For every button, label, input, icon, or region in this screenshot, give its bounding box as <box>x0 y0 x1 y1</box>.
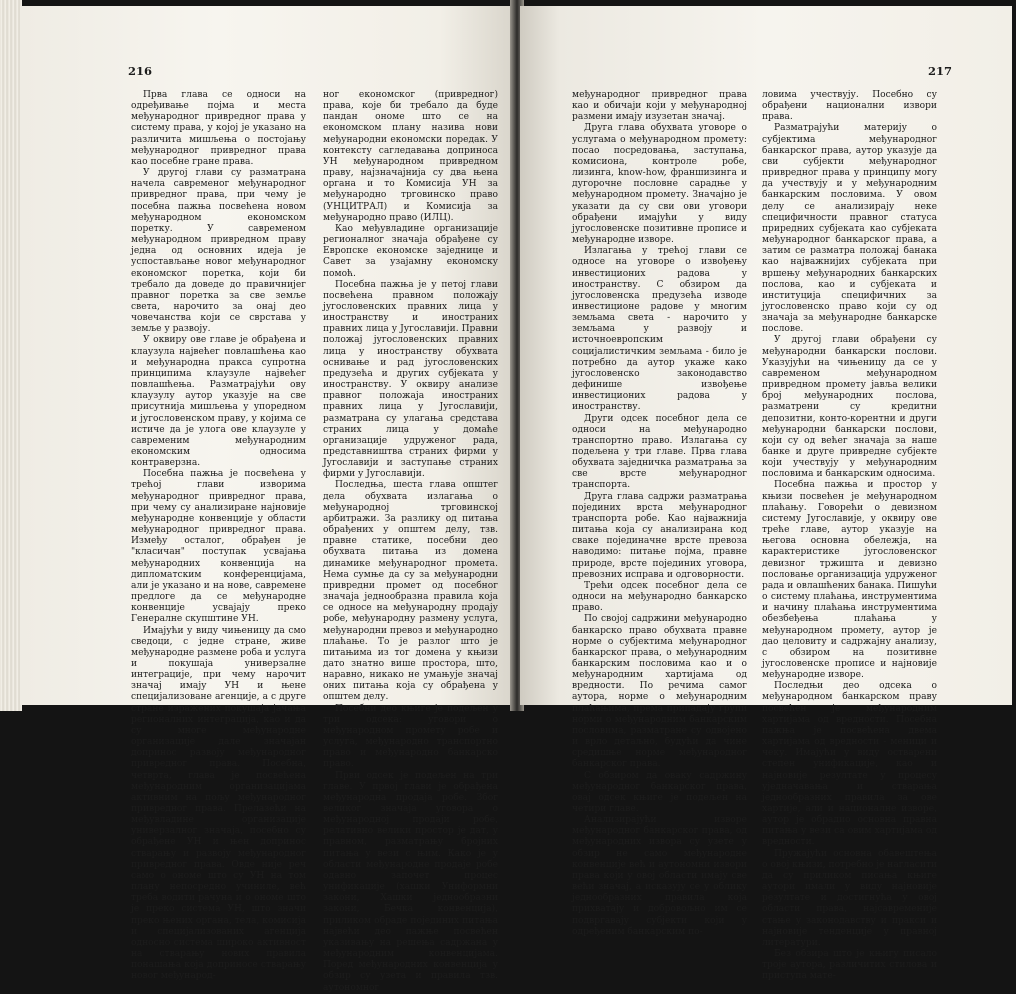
paragraph: С обзиром да оваку садржину међународног банкарског права, овај одсек књиге је подељен на четири главе. <box>572 770 747 814</box>
right-page-column-1 <box>572 90 747 937</box>
paragraph: По својој садржини међународно банкарско право обухвата правне норме о субјектима међународног банкарског права, о међународним банкарским пословима као и о међународним хартијама од вредности. По речима самог аутора, норме о међународним плаћањима, према припадају групи норми о међународним банкарским пословима, разматране су одвојено и врло детаљно, будући да чине средишње норме међународног банкарског права. <box>572 614 747 770</box>
paragraph: Други одсек посебног дела се односи на међународно транспортно право. Излагања су подељена у три главе. Прва глава обухвата заједничка разматрања за све врсте међународног транспорта. <box>572 413 747 491</box>
paragraph: ног економског (привредног) права, које би требало да буде пандан ономе што се на економском плану назива нови међународни економски поредак. У контексту сагледавања доприноса УН међународном привредном праву, најзначајнија су два њена органа и то Комисија УН за међународно трговинско право (УНЦИТРАЛ) и Комисија за међународно право (ИЛЦ). <box>323 90 498 223</box>
paragraph: Излагања у трећој глави се односе на уговоре о извођењу инвестиционих радова у иностранству. С обзиром да југословенска предузећа изводе инвестиционе радове у многим земљама света - нарочито у земљама у развоју и источноевропским социјалистичким земљама - било је потребно да аутор укаже како југословенско законодавство дефинише извођење инвестиционих радова у иностранству. <box>572 246 747 413</box>
paragraph: У другој глави су разматрана начела савременог међународног привредног права, при чему је посебна пажња посвећена новом међународном економском поретку. У савременом међународном привредном праву једна од основних идеја је успостављање новог међународног економског поретка, који би требало да доведе до правичнијег правног поретка за све земље света, нарочито за онај део човечанства који се сврстава у земље у развоју. <box>131 168 306 335</box>
paragraph: Анализирајући изворе међународног банкарског права, од међународних извора су узете у обзир не само међународне конвенције већ и аутономни извори права који у овој области имају све већи значај, а исказују се у облику једнообразних правила која прихватају и добровољно им се подвргавају субјекти који у одређеним банкарским по- <box>572 815 747 937</box>
paragraph: Пружајући основна обавештења о овој књизи, потребно је нагласити да су приликом писања књиге аутори имали у виду најновије резултате и достигнућа у овој области права, најсавременије стање у законодавству и пракси и најновије тенденције у правној литератури. <box>762 848 937 948</box>
paragraph: Посебна пажња и простор у књизи посвећен је међународном плаћању. Говорећи о девизном систему Југославије, у оквиру ове треће главе, аутор указује на његова основна обележја, на карактеристике југословенског девизног тржишта и девизно пословање организација удруженог рада и овлашћених банака. Пишући о систему плаћања, инструментима и начину плаћања инструментима обезбеђења плаћања у међународном промету, аутор је дао целовиту и садржајну анализу, с обзиром на позитивне југословенске прописе и најновије међународне изворе. <box>762 480 937 681</box>
paragraph: ловима учествују. Посебно су обрађени национални извори права. <box>762 90 937 123</box>
paragraph: Трећи одсек посебног дела се односи на међународно банкарско право. <box>572 580 747 614</box>
left-page-column-1 <box>131 90 306 982</box>
paragraph: Посебна пажња је посвећена у трећој глави изворима међународног привредног права, при чему су анализиране најновије међународне конвенције у области међународног привредног права. Између осталог, обрађен је "класичан" поступак усвајања међународних конвенција на дипломатским конференцијама, али је указано и на нове, савремене предлоге да се међународне конвенције усвајају преко Генералне скупштине УН. <box>131 469 306 625</box>
right-page <box>520 6 1012 982</box>
paragraph: Имајући у виду чињеницу да смо сведоци, с једне стране, живе међународне размене роба и услуга и покушаја универзалне интеграције, при чему нарочит значај имају УН и њене специјализоване агенције, а с друге стране изражених покушаја јачања регионалних интеграција, као и да су многе међународне организације дале значајан допринос развоју међународног привредног права. Посебна, четврта, глава је посвећена међународним организацијама активним на пољу међународног привредног права. Прелазећи на међувладине организације универзалног значаја, посебно су обрађене УН и њен допринос стварању и развоју међународног привредног права. Овде није реч само о ономе што су УН на том плану непосредно учиниле, већ треба водити рачуна и о ономе што је преко система УН, што значи преко њених органа, тела, комисија и специјализованих агенција односно система широко активност на стварању нових правила понашања која доприносе стварању новог међународ- <box>131 625 306 982</box>
paragraph: Разматрајући материју о субјектима међународног банкарског права, аутор указује да сви субјекти међународног привредног права у принципу могу да учествују и у међународним банкарским пословима. У овом делу се анализирају неке специфичности правног статуса приредних субјеката као субјеката међународног банкарског права, а затим се разматра положај банака као најважнијих субјеката при вршењу међународних банкарских послова, као и субјеката и институција специфичних за југословенско право који су од значаја за међународне банкарске послове. <box>762 123 937 335</box>
right-page-column-2 <box>762 90 937 982</box>
paragraph: У оквиру ове главе је обрађена и клаузула највећег повлашћења као и међународна пракса супротна принципима клаузуле највећег повлашћења. Разматрајући ову клаузулу аутор указује на све присутнија мишљења у упоредном и југословенском праву, у којима се истиче да је улога ове клаузуле у савременим међународним економским односима контраверзна. <box>131 335 306 469</box>
paragraph: Без обзира што је књигу писало троје аутора, различитих стилова и приступа мате- <box>762 949 937 982</box>
paragraph: Као међувладине организације регионалног значаја обрађене су Европске економске заједнице и Савет за узајамну економску помоћ. <box>323 223 498 279</box>
right-page-number: 217 <box>927 64 952 78</box>
paragraph: Први одсек је подељен на три главе. У првој глави је обрађена међународна продаја робе. Због великог значаја уговора о међународној продаји робе, релативно велики простор је дат, у правном, разматрању бројних питања у вези с њим. Како је у области међународне продаје робе одавно започет процес унификације (хашки Униформни закони, Хашки једнообразни закони, Бечка конвенција), приликом обраде појединих питања највећи део пажње посвећен указивању на решења садржана у међународним конвенцијама. Поред међународних конвенција у обзир су узета и правила тзв. аутономног <box>323 770 498 993</box>
paragraph: међународног привредног права као и обичаји који у међународној размени имају изузетан значај. <box>572 90 747 123</box>
paragraph: Друга глава обухвата уговоре о услугама о међународном промету: посао посредовања, заступања, комисиона, контроле робе, лизинга, know-how, франшизинга и дугорочне пословне сарадње у међународном промету. Значајно је указати да су сви ови уговори обрађени имајући у виду југословенске позитивне прописе и међународне изворе. <box>572 123 747 246</box>
paragraph: Последњи део одсека о међународном банкарском праву посвећен је међународним хартијама од вредности. Посебна пажња је посвећена двема хартијама од вредности - меници и чеку. Имајући у виду остварени степен унификације, као и најновије резултате у процесу уједначавања и стварања једнообразних правила за ове хартије, али и националне изворе, аутор је обрадио основна правна питања у вези са овим хартијама од вредности. <box>762 681 937 848</box>
left-page-number: 216 <box>128 64 153 78</box>
paragraph: Посебни део књиге је подељен у три одсека: уговори о међународном промету робе и услуга, међународно транспортно право и међународно банкарско право. <box>323 703 498 770</box>
paragraph: У другој глави обрађени су међународни банкарски послови. Указујући на чињеницу да се у савременом међународном привредном промету јавља велики број међународних послова, разматрени су кредитни депозитни, конто-корентни и други међународни банкарски послови, који су од већег значаја за наше банке и друге привредне субјекте који учествују у међународним пословима и банкарским односима. <box>762 335 937 480</box>
left-page-column-2 <box>323 90 498 993</box>
paragraph: Посебна пажња је у петој глави посвећена правном положају југословенских правних лица у иностранству и иностраних правних лица у Југославији. Правни положај југословенских правних лица у иностранству обухвата оснивање и рад југословенских предузећа и других субјеката у иностранству. У оквиру анализе правног положаја иностраних правних лица у Југославији, разматрана су улагања средстава страних лица у домаће организације удруженог рада, представништва страних фирми у Југославији и заступање страних фирми у Југославији. <box>323 279 498 480</box>
left-page <box>20 6 514 993</box>
paragraph: Последња, шеста глава општег дела обухвата излагања о међународној трговинској арбитражи. За разлику од питања обрађених у општем делу, тзв. правне статике, посебни део обухвата питања из домена динамике међународног промета. Нема сумње да су за међународни привредни промет од посебног значаја једнообразна правила која се односе на међународну продају робе, међународну размену услуга, међународни превоз и међународно плаћање. То је разлог што је питањима из тог домена у књизи дато знатно више простора, што, наравно, никако не умањује значај оних питања која су обрађена у општем делу. <box>323 480 498 703</box>
paragraph: Друга глава садржи разматрања појединих врста међународног транспорта робе. Као најважнија питања која су анализирана код сваке појединачне врсте превоза наводимо: питање појма, правне природе, врсте појединих уговора, превозних исправа и одговорности. <box>572 491 747 580</box>
book-page-edges <box>0 0 22 711</box>
paragraph: Прва глава се односи на одређивање појма и места међународног привредног права у систему права, у којој је указано на различита мишљења о постојању међународног привредног права као посебне гране права. <box>131 90 306 167</box>
